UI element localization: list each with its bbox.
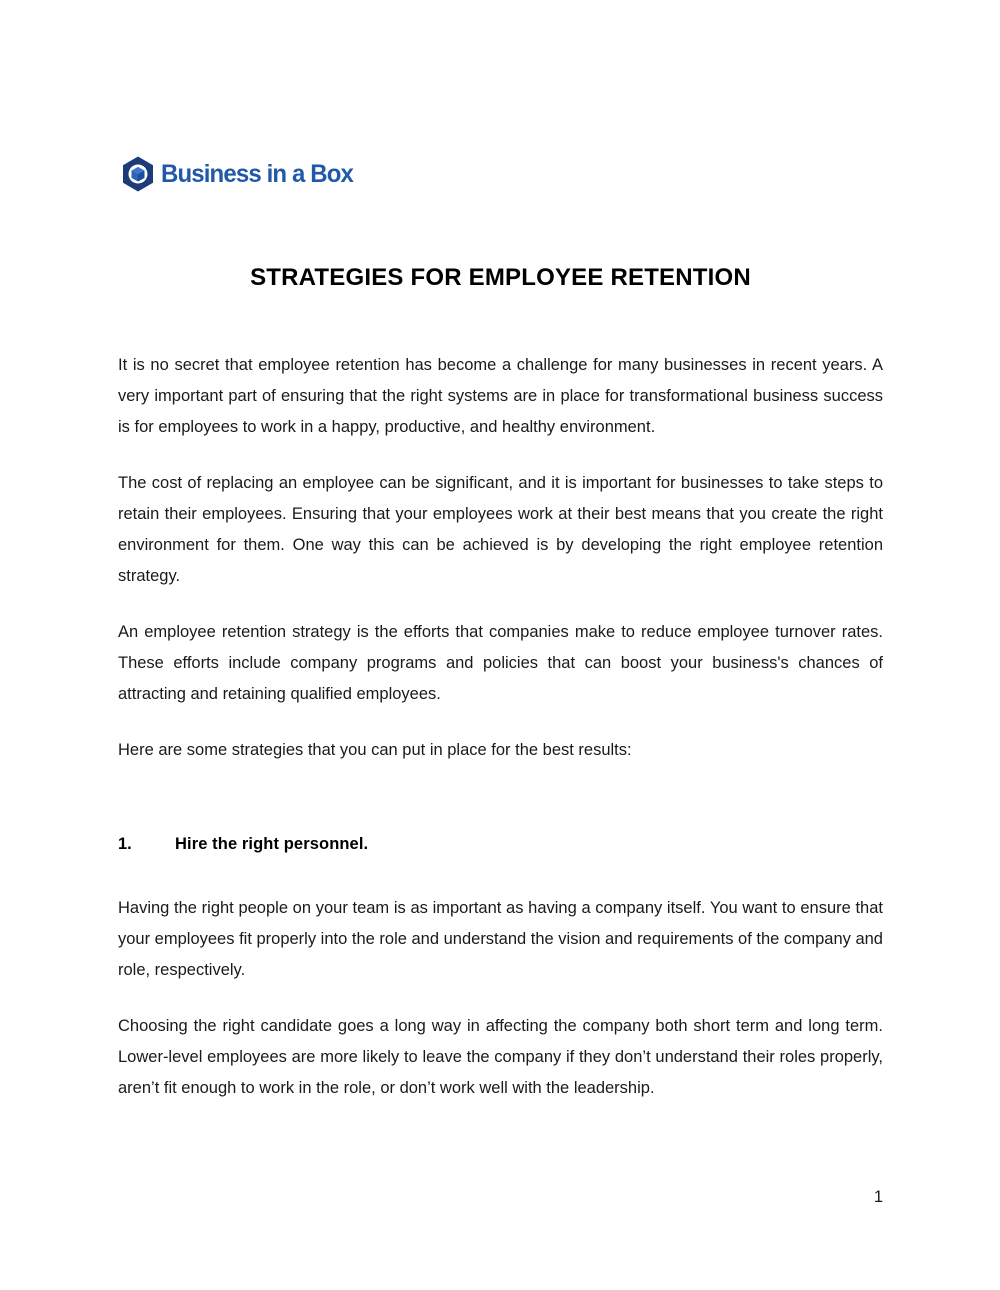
paragraph-intro-2: The cost of replacing an employee can be significant, and it is important for businesses to take steps to retain their employees. Ensuring that your employees work at their best means that you create the right environment for them. One way this can be achieved is by developing the right employee retention strategy. — [118, 474, 883, 585]
section-number: 1. — [118, 835, 132, 853]
hexagon-cube-logo-icon — [122, 156, 154, 192]
section-paragraph-1: Having the right people on your team is as important as having a company itself. You want to ensure that your employees fit properly into the role and understand the vision and requirements of the company and role, respectively. — [118, 899, 883, 979]
brand-logo — [122, 153, 361, 195]
page-title: STRATEGIES FOR EMPLOYEE RETENTION — [250, 264, 751, 292]
paragraph-lead-in: Here are some strategies that you can put in place for the best results: — [118, 741, 632, 759]
paragraph-intro-1: It is no secret that employee retention has become a challenge for many businesses in recent years. A very important part of ensuring that the right systems are in place for transformational business success is for employees to work in a happy, productive, and healthy environment. — [118, 356, 883, 436]
brand-wordmark: Business in a Box — [161, 159, 354, 188]
section-spacer — [118, 791, 883, 829]
page-number: 1 — [873, 1188, 883, 1206]
paragraph-intro-3: An employee retention strategy is the efforts that companies make to reduce employee turnover rates. These efforts include company programs and policies that can boost your business's chances of attracting and retaining qualified employees. — [118, 623, 883, 703]
section-heading-text: Hire the right personnel. — [175, 835, 369, 853]
section-heading-1 — [118, 829, 883, 860]
section-paragraph-2: Choosing the right candidate goes a long way in affecting the company both short term and long term. Lower-level employees are more likely to leave the company if they don’t understand their roles properly, aren’t fit enough to work in the role, or don’t work well with the leadership. — [118, 1017, 883, 1097]
document-body — [118, 350, 883, 1104]
